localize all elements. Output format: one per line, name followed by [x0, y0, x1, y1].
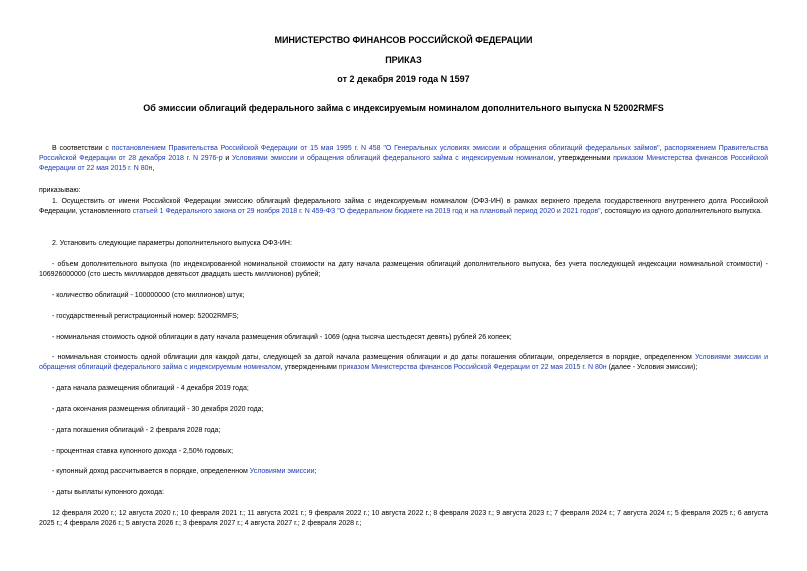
param-text: - купонный доход рассчитывается в порядке, определенном [52, 468, 250, 475]
param-text: - номинальная стоимость одной облигации для каждой даты, следующей за датой начала размещения облигации и до даты погашения облигации, определяется в порядке, определенном [52, 354, 695, 361]
item-1-paragraph [39, 197, 768, 217]
param-coupon-rate: - процентная ставка купонного дохода - 2,50% годовых; [52, 448, 234, 455]
preamble-text: , утвержденными [553, 155, 614, 162]
link-rasporyazhenie-2976[interactable]: распоряжением Правительства Российской Федерации от 28 декабря 2018 г. N 2976-р [39, 145, 769, 162]
prikazyvayu-text: приказываю: [39, 187, 81, 194]
link-postanovlenie-458[interactable]: постановлением Правительства Российской Федерации от 15 мая 1995 г. N 458 "О Генеральных условиях эмиссии и обращения облигаций федеральных займов" [111, 145, 660, 152]
ministry-heading: МИНИСТЕРСТВО ФИНАНСОВ РОССИЙСКОЙ ФЕДЕРАЦИИ [274, 35, 533, 45]
param-start-date: - дата начала размещения облигаций - 4 декабря 2019 года; [52, 385, 249, 392]
link-prikaz-80n[interactable]: приказом Министерства финансов Российской Федерации от 22 мая 2015 г. N 80н [39, 155, 769, 172]
link-usloviya-emissii-3[interactable]: Условиями эмиссии [249, 468, 315, 475]
link-prikaz-80n-2[interactable]: приказом Министерства финансов Российской Федерации от 22 мая 2015 г. N 80н [338, 364, 607, 371]
param-nominal: - номинальная стоимость одной облигации в дату начала размещения облигаций - 1069 (одна тысяча шестьдесят девять) рублей 26 копеек; [52, 334, 512, 341]
doc-type-heading: ПРИКАЗ [385, 55, 422, 65]
item-1-text: , состоящую из одного дополнительного выпуска. [600, 208, 763, 215]
param-text: ; [314, 468, 317, 475]
preamble-text: и [222, 155, 233, 162]
date-number-heading: от 2 декабря 2019 года N 1597 [337, 74, 470, 84]
link-federal-law-459[interactable]: статьей 1 Федерального закона от 29 ноября 2018 г. N 459-ФЗ "О федеральном бюджете на 2019 год и на плановый период 2020 и 2021 годов" [132, 208, 601, 215]
item-2-paragraph: 2. Установить следующие параметры дополнительного выпуска ОФЗ-ИН: [52, 240, 292, 247]
preamble-text: , [152, 165, 155, 172]
preamble-text: В соответствии с [52, 145, 112, 152]
preamble-paragraph [39, 144, 768, 174]
param-nominal-each [39, 353, 768, 373]
preamble-text: , [659, 145, 665, 152]
item-1-text: 1. Осуществить от имени Российской Федерации эмиссию облигаций федерального займа с индексируемым номиналом (ОФЗ-ИН) в рамках верхнего предела государственного внутреннего долга Российской Федерации, установленного [39, 198, 768, 215]
param-text: , утвержденными [280, 364, 339, 371]
param-count: - количество облигаций - 100000000 (сто миллионов) штук; [52, 292, 245, 299]
link-usloviya-emissii[interactable]: Условиями эмиссии и обращения облигаций федерального займа с индексируемым номиналом [232, 155, 554, 162]
document-title: Об эмиссии облигаций федерального займа с индексируемым номиналом дополнительного выпуска N 52002RMFS [143, 103, 664, 113]
link-usloviya-emissii-2[interactable]: Условиями эмиссии и обращения облигаций федерального займа с индексируемым номиналом [39, 354, 769, 371]
param-volume: - объем дополнительного выпуска (по индексированной номинальной стоимости на дату начала размещения облигаций дополнительного выпуска, без учета последующей индексации номинальной стоимости) - 106926000000 (сто шесть миллиардов девятьсот двадцать шесть миллионов) рублей; [39, 261, 768, 278]
param-coupon-dates: 12 февраля 2020 г.; 12 августа 2020 г.; 10 февраля 2021 г.; 11 августа 2021 г.; 9 февраля 2022 г.; 10 августа 2022 г.; 8 февраля 2023 г.; 9 августа 2023 г.; 7 февраля 2024 г.; 7 августа 2024 г.; 5 февраля 2025 г.; 6 августа 2025 г.; 4 февраля 2026 г.; 5 августа 2026 г.; 3 февраля 2027 г.; 4 августа 2027 г.; 2 февраля 2028 г.; [39, 510, 768, 527]
param-coupon-calc [39, 467, 768, 477]
param-maturity-date: - дата погашения облигаций - 2 февраля 2028 года; [52, 427, 221, 434]
param-text: (далее - Условия эмиссии); [606, 364, 698, 371]
param-coupon-dates-label: - даты выплаты купонного дохода: [52, 489, 164, 496]
param-regnum: - государственный регистрационный номер: 52002RMFS; [52, 313, 239, 320]
param-end-date: - дата окончания размещения облигаций - 30 декабря 2020 года; [52, 406, 264, 413]
